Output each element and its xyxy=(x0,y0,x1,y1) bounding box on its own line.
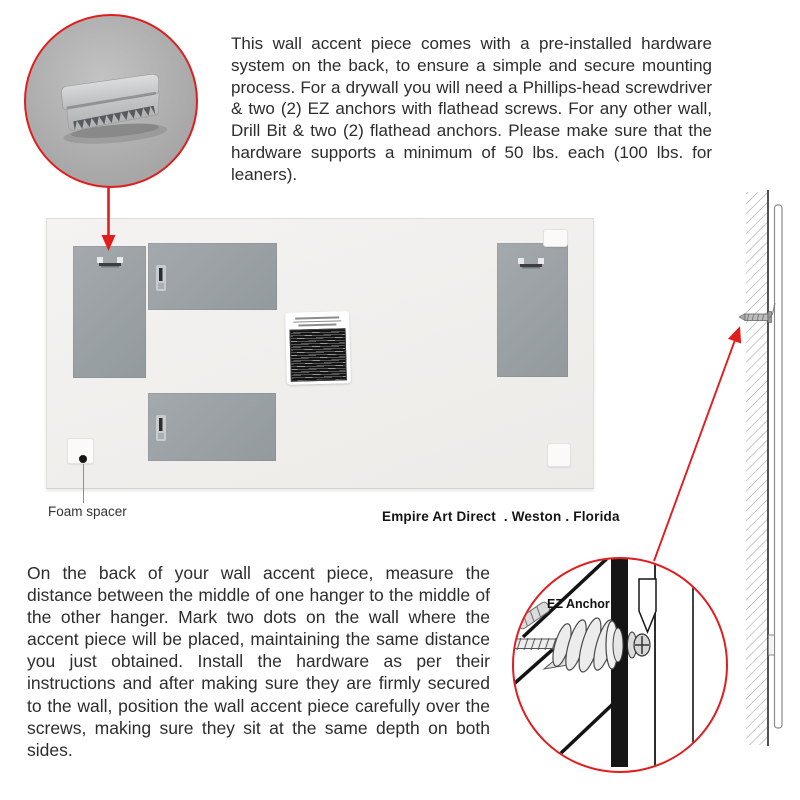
label-heading-line xyxy=(298,324,336,326)
foam-spacer-callout-dot xyxy=(79,455,87,463)
ez-anchor-diagram-icon xyxy=(514,559,722,767)
ez-anchor-label: EZ Anchor xyxy=(547,597,610,611)
label-heading-line xyxy=(293,320,341,323)
wall-cross-section-diagram xyxy=(735,185,795,755)
ez-anchor-detail-circle xyxy=(512,557,728,773)
sawtooth-hanger-right-icon xyxy=(518,256,545,271)
foam-spacer-label: Foam spacer xyxy=(48,504,127,519)
wall-hatching xyxy=(746,192,768,745)
label-text-block xyxy=(289,328,346,381)
foam-spacer-top-right xyxy=(543,229,568,247)
instructions-paragraph: On the back of your wall accent piece, measure the distance between the middle of one hanger to the middle of the other hanger. Mark two dots on the wall where the accent piece will be placed, maintaining the same distance you just obtained. Install the hardware as per their instructions and after making sure they are firmly secured to the wall, position the wall accent piece carefully over the screws, making sure they sit at the same depth on both sides. xyxy=(27,563,490,760)
arrow-to-wall-anchor xyxy=(654,329,739,561)
label-heading-line xyxy=(295,316,339,319)
keyhole-bracket-top-icon xyxy=(155,265,167,293)
art-piece-side-view xyxy=(775,205,783,728)
keyhole-bracket-bottom-icon xyxy=(155,415,167,443)
intro-paragraph: This wall accent piece comes with a pre-installed hardware system on the back, to ensure a simple and secure mounting process. For a drywall you will need a Phillips-head screwdriver & two (2) EZ anchors with flathead screws. For any other wall, Drill Bit & two (2) flathead anchors. Please make sure that the hardware supports a minimum of 50 lbs. each (100 lbs. for leaners). xyxy=(231,34,712,184)
sawtooth-hanger-left-icon xyxy=(97,255,124,270)
brand-line: Empire Art Direct . Weston . Florida xyxy=(382,509,620,524)
artwork-back-panel xyxy=(46,218,594,489)
compliance-label xyxy=(285,311,351,385)
mounting-pad-bottom-center xyxy=(148,393,276,461)
foam-spacer-leader-line xyxy=(83,464,84,503)
mounting-pad-top-center xyxy=(148,243,277,310)
sawtooth-hanger-photo-icon xyxy=(26,16,192,182)
bottom-spacer-side-view xyxy=(769,635,775,655)
sawtooth-hanger-closeup-circle xyxy=(24,14,198,188)
foam-spacer-bottom-right xyxy=(547,443,571,467)
